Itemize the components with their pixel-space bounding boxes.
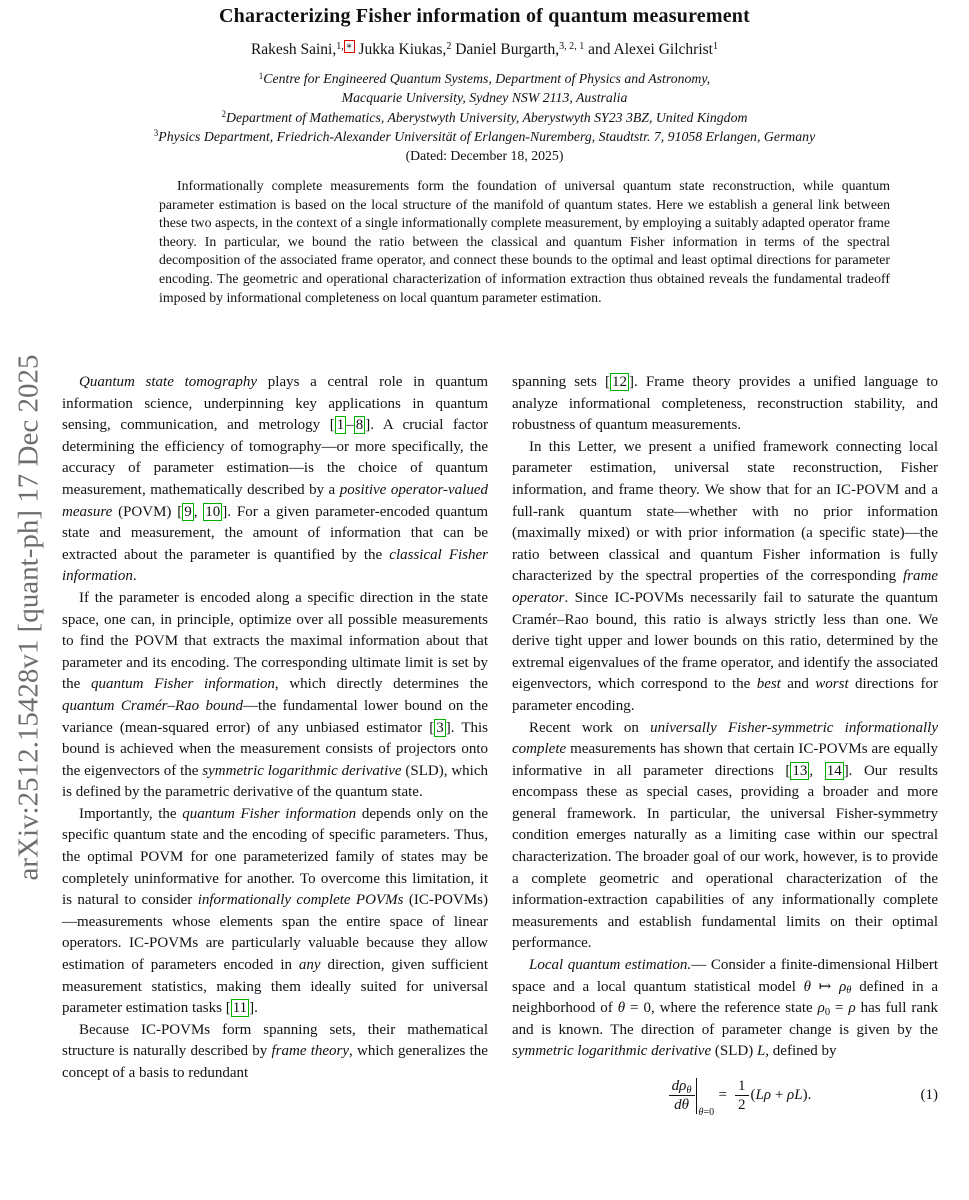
one-half-fraction: [735, 1077, 749, 1114]
equation-1: [512, 1077, 938, 1118]
paragraph: Recent work on universally Fisher-symmetric informationally complete measurements has shown that certain IC-POVMs are equally informative in all parameter directions [ 13 , 14 ]. Our results encompass these as special cases, providing a broader and more general framework. In particular, the universal Fisher-symmetry condition emerges naturally as a limiting case within our spectral characterization. The broader goal of our work, however, is to provide a complete geometric and operational characterization of the information-extraction capabilities of any informationally complete measurements and establish fundamental limits on their optimal performance.: [512, 719, 938, 952]
left-column: [62, 372, 488, 1085]
right-column: [512, 372, 939, 1118]
abstract: Informationally complete measurements form the foundation of universal quantum state reconstruction, while quantum parameter estimation is based on the local structure of the manifold of quantum states. Here we establish a general link between these two aspects, in the context of a single informationally complete measurement, by employing a suitably adapted operator frame theory. In particular, we bound the ratio between the classical and quantum Fisher information in terms of the spectral decomposition of the associated frame operator, and connect these bounds to the optimal and least optimal directions for parameter encoding. The geometric and operational characterization of information extraction thus obtained reveals the fundamental tradeoff imposed by informational completeness on local quantum parameter estimation.: [159, 178, 890, 305]
paragraph: Quantum state tomography plays a central role in quantum information science, underpinning key applications in quantum sensing, communication, and metrology [ 1 – 8 ]. A crucial factor determining the efficiency of tomography—or more specifically, the accuracy of parameter estimation—is the choice of quantum measurement, mathematically described by a positive operator-valued measure (POVM) [ 9 , 10 ]. For a given parameter-encoded quantum state and measurement, the amount of information that can be extracted about the parameter is quantified by the classical Fisher information.: [62, 374, 489, 585]
evaluation-bar: [696, 1078, 715, 1118]
paragraph: $^2$Department of Mathematics, Aberystwyth University, Aberystwyth SY23 3BZ, United Kingdom: [221, 109, 748, 125]
paragraph: Because IC-POVMs form spanning sets, their mathematical structure is naturally described by frame theory, which generalizes the concept of a basis to redundant: [62, 1021, 488, 1081]
citation-link[interactable]: 1: [336, 417, 345, 434]
fraction-denominator: dθ: [674, 1097, 690, 1113]
citation-link[interactable]: 13: [792, 762, 808, 779]
citation-link[interactable]: 12: [611, 374, 627, 390]
paragraph: $^3$Physics Department, Friedrich-Alexander Universität of Erlangen-Nuremberg, Staudtstr. 7, 91058 Erlangen, Germany: [153, 128, 816, 144]
citation-link[interactable]: 14: [826, 762, 842, 779]
half-denominator: 2: [738, 1097, 746, 1113]
evaluation-subscript: θ=0: [698, 1106, 715, 1118]
paragraph: If the parameter is encoded along a specific direction in the state space, one can, in principle, optimize over all possible measurements to find the POVM that extracts the maximal information about that parameter and its encoding. The corresponding ultimate limit is set by the quantum Fisher information, which directly determines the quantum Cramér–Rao bound—the fundamental lower bound on the variance (mean-squared error) of any unbiased estimator [ 3 ]. This bound is achieved when the measurement consists of projectors onto the eigenvectors of the symmetric logarithmic derivative (SLD), which is defined by the parametric derivative of the quantum state.: [62, 589, 488, 801]
half-numerator: 1: [735, 1077, 749, 1096]
citation-link[interactable]: 9: [184, 503, 192, 520]
arxiv-watermark: arXiv:2512.15428v1 [quant-ph] 17 Dec 2025: [12, 354, 45, 881]
paragraph: Local quantum estimation.— Consider a finite-dimensional Hilbert space and a local quantum statistical model θ ↦ ρθ defined in a neighborhood of θ = 0, where the reference state ρ0 = ρ has full rank and is known. The direction of parameter change is given by the symmetric logarithmic derivative (SLD) L, defined by: [512, 957, 938, 1060]
paragraph: (Dated: December 18, 2025): [405, 148, 564, 164]
equation-rhs: (Lρ + ρL).: [750, 1087, 812, 1103]
paragraph: Importantly, the quantum Fisher information depends only on the specific quantum state and the encoding of specific parameters. Thus, the optimal POVM for one parameterized family of states may be completely uninformative for another. To overcome this limitation, it is natural to consider informationally complete POVMs (IC-POVMs)—measurements whose elements span the entire space of linear operators. IC-POVMs are particularly valuable because they allow estimation of parameters encoded in any direction, given sufficient measurement statistics, making them ideally suited for universal parameter estimation tasks [ 11 ].: [62, 805, 489, 1017]
footnote-link[interactable]: ∗: [345, 40, 353, 52]
paragraph: spanning sets [ 12 ]. Frame theory provides a unified language to analyze informational completeness, reconstruction stability, and robustness of quantum measurements.: [512, 374, 938, 434]
equation-number: (1): [920, 1087, 938, 1103]
equals-sign: =: [718, 1087, 728, 1103]
right-column-paragraphs: [512, 372, 938, 1063]
affiliations: [0, 69, 969, 165]
citation-link[interactable]: 8: [355, 417, 364, 434]
citation-link[interactable]: 10: [205, 503, 221, 520]
derivative-fraction: [669, 1077, 695, 1114]
citation-link[interactable]: 3: [436, 719, 444, 736]
author-line: Rakesh Saini,$^{1,}$ ∗ Jukka Kiukas,$^2$ Daniel Burgarth,$^{3, 2, 1}$ and Alexei Gilchrist$^1$: [250, 40, 719, 58]
equation-body: [582, 1077, 898, 1118]
paragraph: Macquarie University, Sydney NSW 2113, Australia: [341, 90, 628, 106]
paper-title: Characterizing Fisher information of quantum measurement: [219, 5, 750, 27]
paragraph: In this Letter, we present a unified framework connecting local parameter estimation, universal state reconstruction, Fisher information, and frame theory. We show that for an IC-POVM and a full-rank quantum state—whether with no prior information (maximally mixed) or with prior information (a specific state)—the ratio between classical and quantum Fisher information is fully characterized by the spectral properties of the corresponding frame operator. Since IC-POVMs necessarily fail to saturate the quantum Cramér–Rao bound, this ratio is always strictly less than one. We derive tight upper and lower bounds on this ratio, determined by the extremal eigenvalues of the frame operator, and identify the associated eigenvectors, which correspond to the best and worst directions for parameter encoding.: [512, 438, 939, 714]
paragraph: $^1$Centre for Engineered Quantum Systems, Department of Physics and Astronomy,: [258, 70, 711, 86]
fraction-numerator: dρθ: [669, 1077, 695, 1096]
citation-link[interactable]: 11: [232, 1000, 248, 1017]
